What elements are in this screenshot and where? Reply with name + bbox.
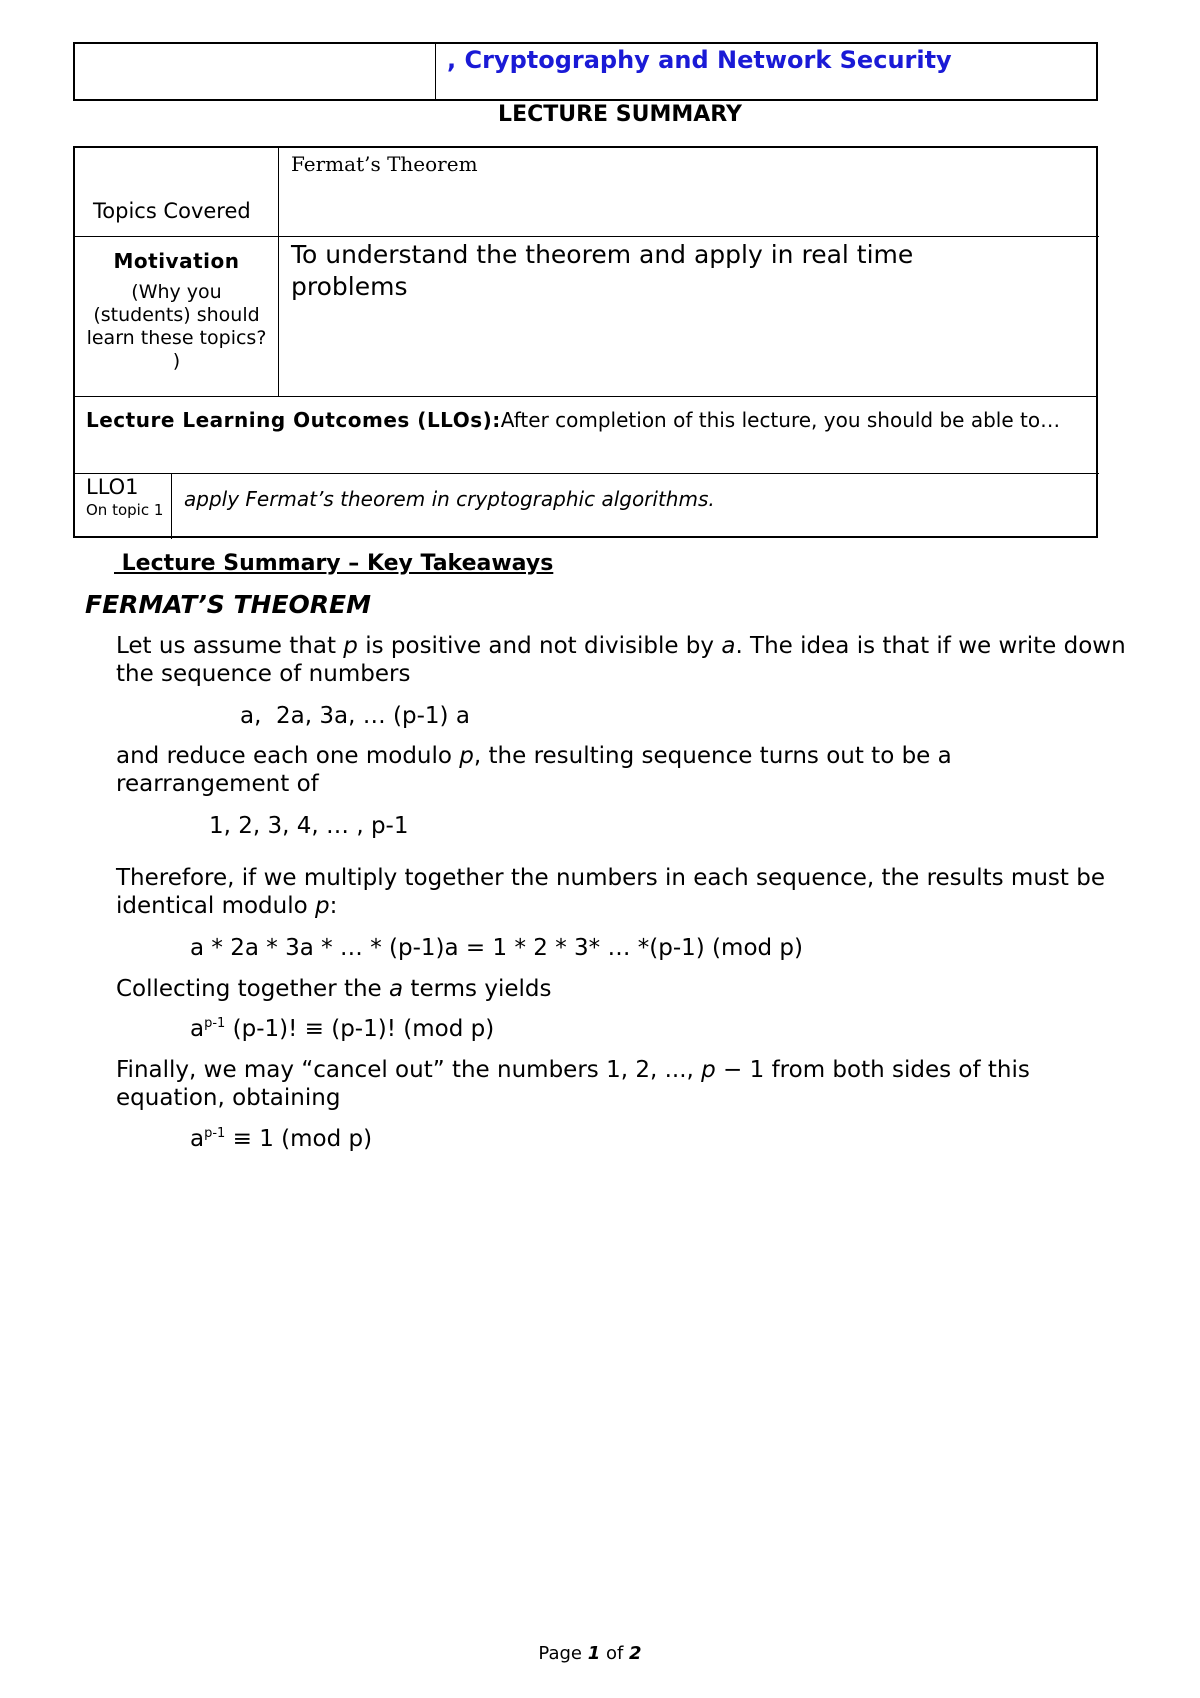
- llo-intro: [86, 407, 1076, 433]
- page-current: 1: [587, 1643, 601, 1664]
- motivation-value-cell: [278, 236, 1099, 397]
- p2-text-b: , the resulting sequence turns out to be a rearrangement of: [116, 743, 952, 797]
- section-heading: FERMAT’S THEOREM: [85, 590, 372, 619]
- equation-3: [190, 1126, 372, 1152]
- llo1-subtext: On topic 1: [86, 501, 164, 519]
- p3-var-p: p: [315, 893, 330, 919]
- p5-text-a: Finally, we may “cancel out” the numbers 1, 2, ...,: [116, 1057, 702, 1083]
- page-of-label: of: [600, 1643, 630, 1664]
- llo-intro-text: After completion of this lecture, you should be able to…: [500, 408, 1061, 432]
- p1-var-a: a: [721, 633, 736, 659]
- summary-table: [73, 146, 1098, 538]
- sequence-2: 1, 2, 3, 4, … , p-1: [209, 813, 409, 839]
- equation-1: a * 2a * 3a * … * (p-1)a = 1 * 2 * 3* … *(p-1) (mod p): [190, 935, 803, 961]
- course-title: , Cryptography and Network Security: [447, 46, 952, 74]
- p5-text-b: − 1 from both sides of this equation, obtaining: [116, 1057, 1030, 1111]
- eq3-base: a: [190, 1126, 205, 1152]
- llo1-id: LLO1: [86, 475, 139, 499]
- paragraph-3: [116, 864, 1116, 920]
- page-number: [0, 1643, 1180, 1664]
- p2-text-a: and reduce each one modulo: [116, 743, 460, 769]
- llo1-value: apply Fermat’s theorem in cryptographic algorithms.: [184, 487, 715, 511]
- motivation-label-cell: [75, 236, 278, 397]
- p1-text-a: Let us assume that: [116, 633, 344, 659]
- p2-var-p: p: [459, 743, 474, 769]
- eq2-exponent: p-1: [204, 1016, 226, 1031]
- llo1-id-cell: [75, 473, 171, 539]
- motivation-subtext: (Why you (students) should learn these topics? ): [86, 281, 267, 372]
- header-divider: [435, 44, 436, 99]
- eq2-rest: (p-1)! ≡ (p-1)! (mod p): [225, 1016, 495, 1042]
- takeaways-heading: Lecture Summary – Key Takeaways: [114, 551, 554, 576]
- page-title: LECTURE SUMMARY: [498, 102, 742, 127]
- eq3-rest: ≡ 1 (mod p): [225, 1126, 373, 1152]
- llo-intro-cell: [75, 396, 1098, 474]
- p1-text-b: is positive and not divisible by: [357, 633, 722, 659]
- eq2-base: a: [190, 1016, 205, 1042]
- topics-label-cell: [75, 148, 278, 236]
- llo-label: Lecture Learning Outcomes (LLOs):: [86, 408, 501, 432]
- p4-var-a: a: [389, 976, 404, 1002]
- sequence-1: a, 2a, 3a, … (p-1) a: [240, 703, 470, 729]
- topics-value: Fermat’s Theorem: [291, 152, 478, 176]
- page-total: 2: [629, 1643, 642, 1664]
- p4-text-a: Collecting together the: [116, 976, 390, 1002]
- p1-var-p: p: [343, 633, 358, 659]
- p4-text-b: terms yields: [403, 976, 552, 1002]
- eq3-exponent: p-1: [204, 1126, 226, 1141]
- motivation-value: To understand the theorem and apply in real time problems: [291, 240, 914, 301]
- p1-text-c: . The idea is that if we write down the sequence of numbers: [116, 633, 1126, 687]
- p3-text-a: Therefore, if we multiply together the numbers in each sequence, the results must be identical modulo: [116, 865, 1105, 919]
- p5-var-p: p: [701, 1057, 716, 1083]
- llo1-value-cell: [171, 473, 1099, 539]
- motivation-label: Motivation: [113, 249, 240, 273]
- paragraph-5: [116, 1056, 1116, 1112]
- page-label: Page: [538, 1643, 588, 1664]
- paragraph-4: [116, 975, 1116, 1003]
- paragraph-1: [116, 632, 1126, 688]
- p3-text-b: :: [329, 893, 338, 919]
- equation-2: [190, 1016, 494, 1042]
- paragraph-2: [116, 742, 1116, 798]
- topics-label: Topics Covered: [93, 199, 251, 223]
- course-header-box: [73, 42, 1098, 101]
- topics-value-cell: [278, 148, 1099, 236]
